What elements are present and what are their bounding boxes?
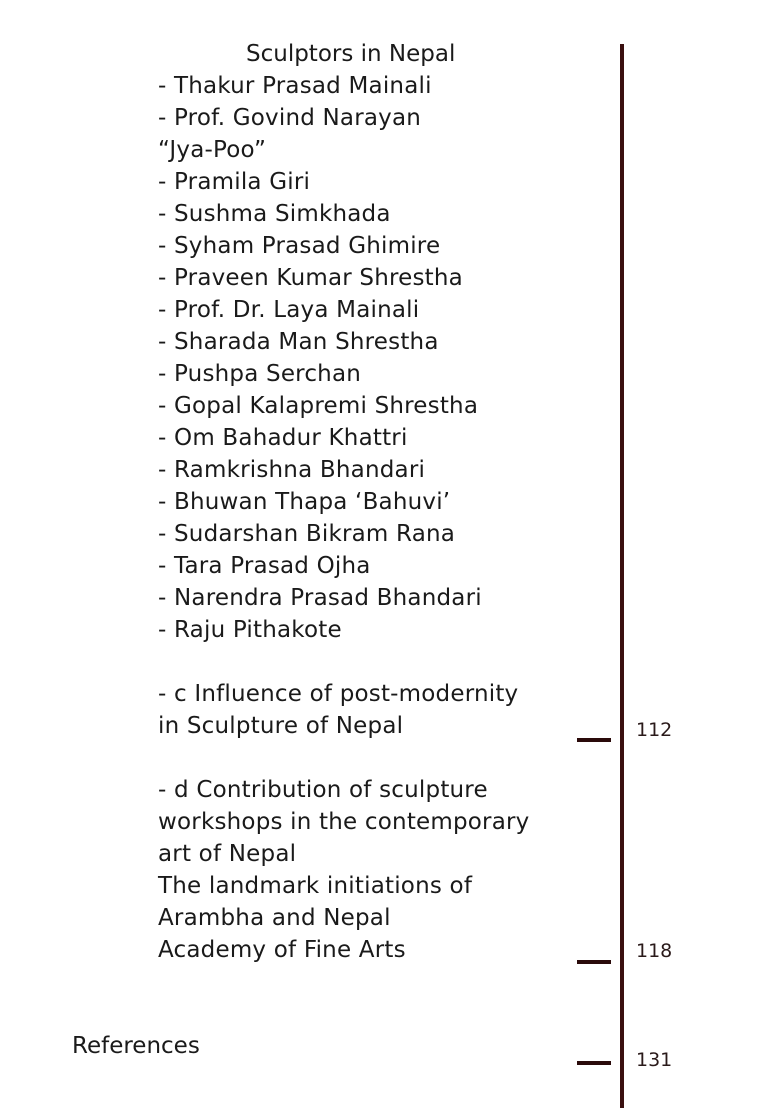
- toc-entry-d-line: The landmark initiations of: [158, 873, 473, 899]
- sculptor-item: - Prof. Dr. Laya Mainali: [158, 297, 420, 323]
- toc-entry-d-line: - d Contribution of sculpture: [158, 777, 488, 803]
- vertical-rule: [620, 44, 624, 1108]
- sculptor-item: - Pramila Giri: [158, 169, 311, 195]
- page-tick: [577, 738, 611, 742]
- toc-entry-c-line: - c Influence of post-modernity: [158, 681, 519, 707]
- sculptor-item: - Pushpa Serchan: [158, 361, 362, 387]
- page-tick: [577, 960, 611, 964]
- sculptor-item: - Prof. Govind Narayan: [158, 105, 422, 131]
- toc-entry-c-line: in Sculpture of Nepal: [158, 713, 404, 739]
- sculptor-item: - Om Bahadur Khattri: [158, 425, 408, 451]
- page-number: 131: [636, 1049, 673, 1071]
- toc-entry-d-line: art of Nepal: [158, 841, 297, 867]
- references-label: References: [72, 1033, 200, 1059]
- sculptor-item: - Narendra Prasad Bhandari: [158, 585, 482, 611]
- section-heading: Sculptors in Nepal: [246, 41, 456, 67]
- toc-entry-d-line: Arambha and Nepal: [158, 905, 391, 931]
- sculptor-item: - Sudarshan Bikram Rana: [158, 521, 456, 547]
- sculptor-item: - Sharada Man Shrestha: [158, 329, 439, 355]
- toc-entry-d-line: Academy of Fine Arts: [158, 937, 406, 963]
- sculptor-item: - Gopal Kalapremi Shrestha: [158, 393, 479, 419]
- sculptor-item: “Jya-Poo”: [158, 137, 267, 163]
- sculptor-item: - Ramkrishna Bhandari: [158, 457, 426, 483]
- sculptor-item: - Bhuwan Thapa ‘Bahuvi’: [158, 489, 451, 515]
- sculptor-item: - Raju Pithakote: [158, 617, 342, 643]
- page-number: 118: [636, 940, 673, 962]
- sculptor-item: - Sushma Simkhada: [158, 201, 391, 227]
- sculptor-item: - Syham Prasad Ghimire: [158, 233, 441, 259]
- page-tick: [577, 1061, 611, 1065]
- sculptor-item: - Thakur Prasad Mainali: [158, 73, 432, 99]
- toc-entry-d-line: workshops in the contemporary: [158, 809, 530, 835]
- page-number: 112: [636, 719, 673, 741]
- sculptor-item: - Praveen Kumar Shrestha: [158, 265, 463, 291]
- sculptor-item: - Tara Prasad Ojha: [158, 553, 371, 579]
